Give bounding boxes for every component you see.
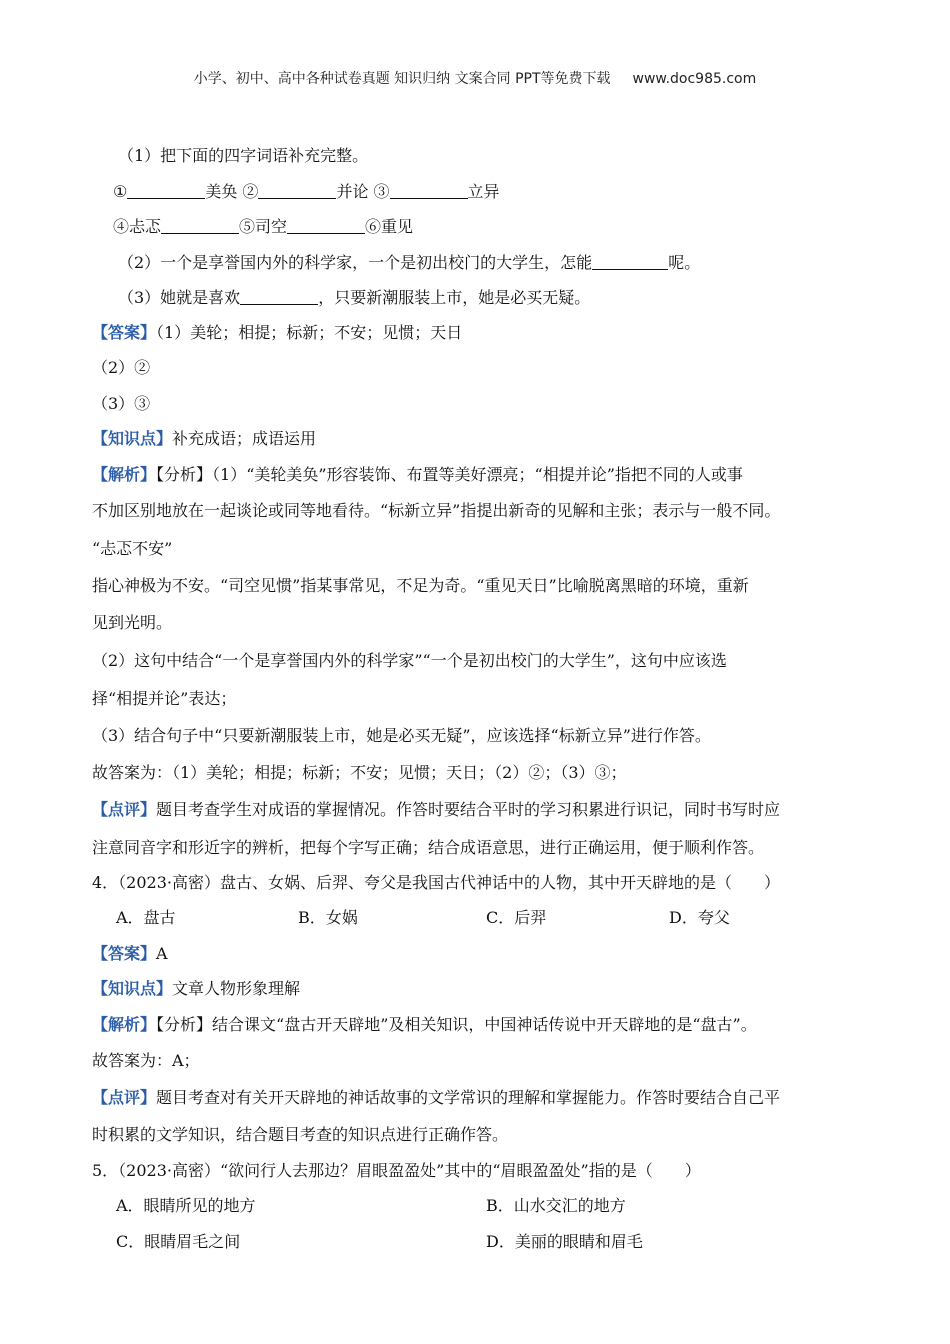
q3-analysis-line-6: （2）这句中结合“一个是享誉国内外的科学家”“一个是初出校门的大学生”，这句中应该选 — [92, 651, 727, 670]
q3-analysis-line-8: （3）结合句子中“只要新潮服装上市，她是必买无疑”，应该选择“标新立异”进行作答。 — [92, 726, 711, 745]
blank-1 — [127, 182, 205, 199]
blank-4 — [161, 217, 239, 234]
q4-comment-line-2: 时积累的文学知识，结合题目考查的知识点进行正确作答。 — [92, 1125, 509, 1144]
comment-tag: 【点评】 — [92, 800, 157, 819]
q5-option-d: D．美丽的眼睛和眉毛 — [486, 1232, 643, 1251]
q3-sub2 — [118, 252, 700, 274]
item-marker-1: ① — [113, 182, 128, 201]
q3-analysis-line-1 — [92, 464, 743, 486]
q5-stem: 5．（2023·高密）“欲问行人去那边？眉眼盈盈处”其中的“眉眼盈盈处”指的是（ ） — [92, 1161, 701, 1180]
blank-sub2 — [592, 253, 668, 270]
q4-answer — [92, 943, 168, 965]
q3-analysis-line-4: 指心神极为不安。“司空见惯”指某事常见，不足为奇。“重见天日”比喻脱离黑暗的环境，重新 — [92, 576, 749, 595]
comment-text: 题目考查对有关开天辟地的神话故事的文学常识的理解和掌握能力。作答时要结合自己平 — [156, 1088, 781, 1107]
q3-analysis-line-3: “忐忑不安” — [92, 539, 173, 558]
q3-comment-line-2: 注意同音字和形近字的辨析，把每个字写正确；结合成语意思，进行正确运用，便于顺利作答。 — [92, 838, 765, 857]
item-text-2: 并论 ③ — [336, 182, 390, 201]
q3-sub2-text: （2）一个是享誉国内外的科学家，一个是初出校门的大学生，怎能 — [118, 253, 593, 272]
item-text-1: 美奂 ② — [205, 182, 259, 201]
answer-text: A — [156, 944, 168, 963]
analysis-text: 【分析】结合课文“盘古开天辟地”及相关知识，中国神话传说中开天辟地的是“盘古”。 — [156, 1015, 757, 1034]
header-url: www.doc985.com — [632, 71, 757, 87]
kp-tag: 【知识点】 — [92, 429, 173, 448]
q3-answer-2: （2）② — [92, 358, 151, 377]
kp-text: 文章人物形象理解 — [172, 979, 301, 998]
q5-option-c: C．眼睛眉毛之间 — [116, 1232, 241, 1251]
q5-option-a: A．眼睛所见的地方 — [116, 1196, 256, 1215]
analysis-tag: 【解析】 — [92, 465, 157, 484]
q4-option-b: B．女娲 — [298, 908, 358, 927]
q4-option-d: D．夸父 — [669, 908, 730, 927]
blank-3 — [390, 182, 468, 199]
comment-tag: 【点评】 — [92, 1088, 157, 1107]
q5-option-b: B．山水交汇的地方 — [486, 1196, 626, 1215]
q3-analysis-line-7: 择“相提并论”表达； — [92, 689, 237, 708]
q3-analysis-line-2: 不加区别地放在一起谈论或同等地看待。“标新立异”指提出新奇的见解和主张；表示与一般不同。 — [92, 501, 781, 520]
q3-analysis-line-9: 故答案为：（1）美轮；相提；标新；不安；见惯；天日；（2）②；（3）③； — [92, 763, 627, 782]
analysis-tag: 【解析】 — [92, 1015, 157, 1034]
comment-text: 题目考查学生对成语的掌握情况。作答时要结合平时的学习积累进行识记，同时书写时应 — [156, 800, 781, 819]
item-text-4: ④忐忑 — [113, 217, 162, 236]
q4-option-a: A．盘古 — [116, 908, 176, 927]
q3-analysis-line-5: 见到光明。 — [92, 613, 173, 632]
item-text-5: ⑤司空 — [239, 217, 288, 236]
page-header — [0, 68, 950, 88]
item-text-6: ⑥重见 — [365, 217, 414, 236]
q4-option-c: C．后羿 — [486, 908, 547, 927]
kp-text: 补充成语；成语运用 — [172, 429, 317, 448]
item-text-3: 立异 — [467, 182, 500, 201]
blank-sub3 — [240, 288, 318, 305]
q3-answer — [92, 322, 462, 344]
q3-answer-3: （3）③ — [92, 394, 151, 413]
q3-sub3-end: ，只要新潮服装上市，她是必买无疑。 — [318, 288, 591, 307]
kp-tag: 【知识点】 — [92, 979, 173, 998]
q3-sub1: （1）把下面的四字词语补充完整。 — [118, 146, 369, 165]
answer-tag: 【答案】 — [92, 944, 157, 963]
blank-5 — [287, 217, 365, 234]
blank-2 — [258, 182, 336, 199]
header-site-text: 小学、初中、高中各种试卷真题 知识归纳 文案合同 PPT等免费下载 — [193, 71, 611, 87]
answer-tag: 【答案】 — [92, 323, 157, 342]
q4-analysis-line-2: 故答案为：A； — [92, 1051, 200, 1070]
q3-knowledge-point — [92, 428, 316, 450]
answer-text: （1）美轮；相提；标新；不安；见惯；天日 — [156, 323, 463, 342]
q3-sub3-text: （3）她就是喜欢 — [118, 288, 241, 307]
q4-analysis-line-1 — [92, 1014, 757, 1036]
q3-items-row2 — [113, 216, 413, 238]
q4-stem: 4．（2023·高密）盘古、女娲、后羿、夸父是我国古代神话中的人物，其中开天辟地的是（ ） — [92, 873, 780, 892]
q4-comment-line-1 — [92, 1087, 780, 1109]
analysis-text: 【分析】（1）“美轮美奂”形容装饰、布置等美好漂亮；“相提并论”指把不同的人或事 — [156, 465, 743, 484]
q4-knowledge-point — [92, 978, 300, 1000]
q3-sub3 — [118, 287, 590, 309]
q3-items-row1 — [113, 181, 500, 203]
q3-comment-line-1 — [92, 799, 780, 821]
q3-sub2-end: 呢。 — [668, 253, 701, 272]
